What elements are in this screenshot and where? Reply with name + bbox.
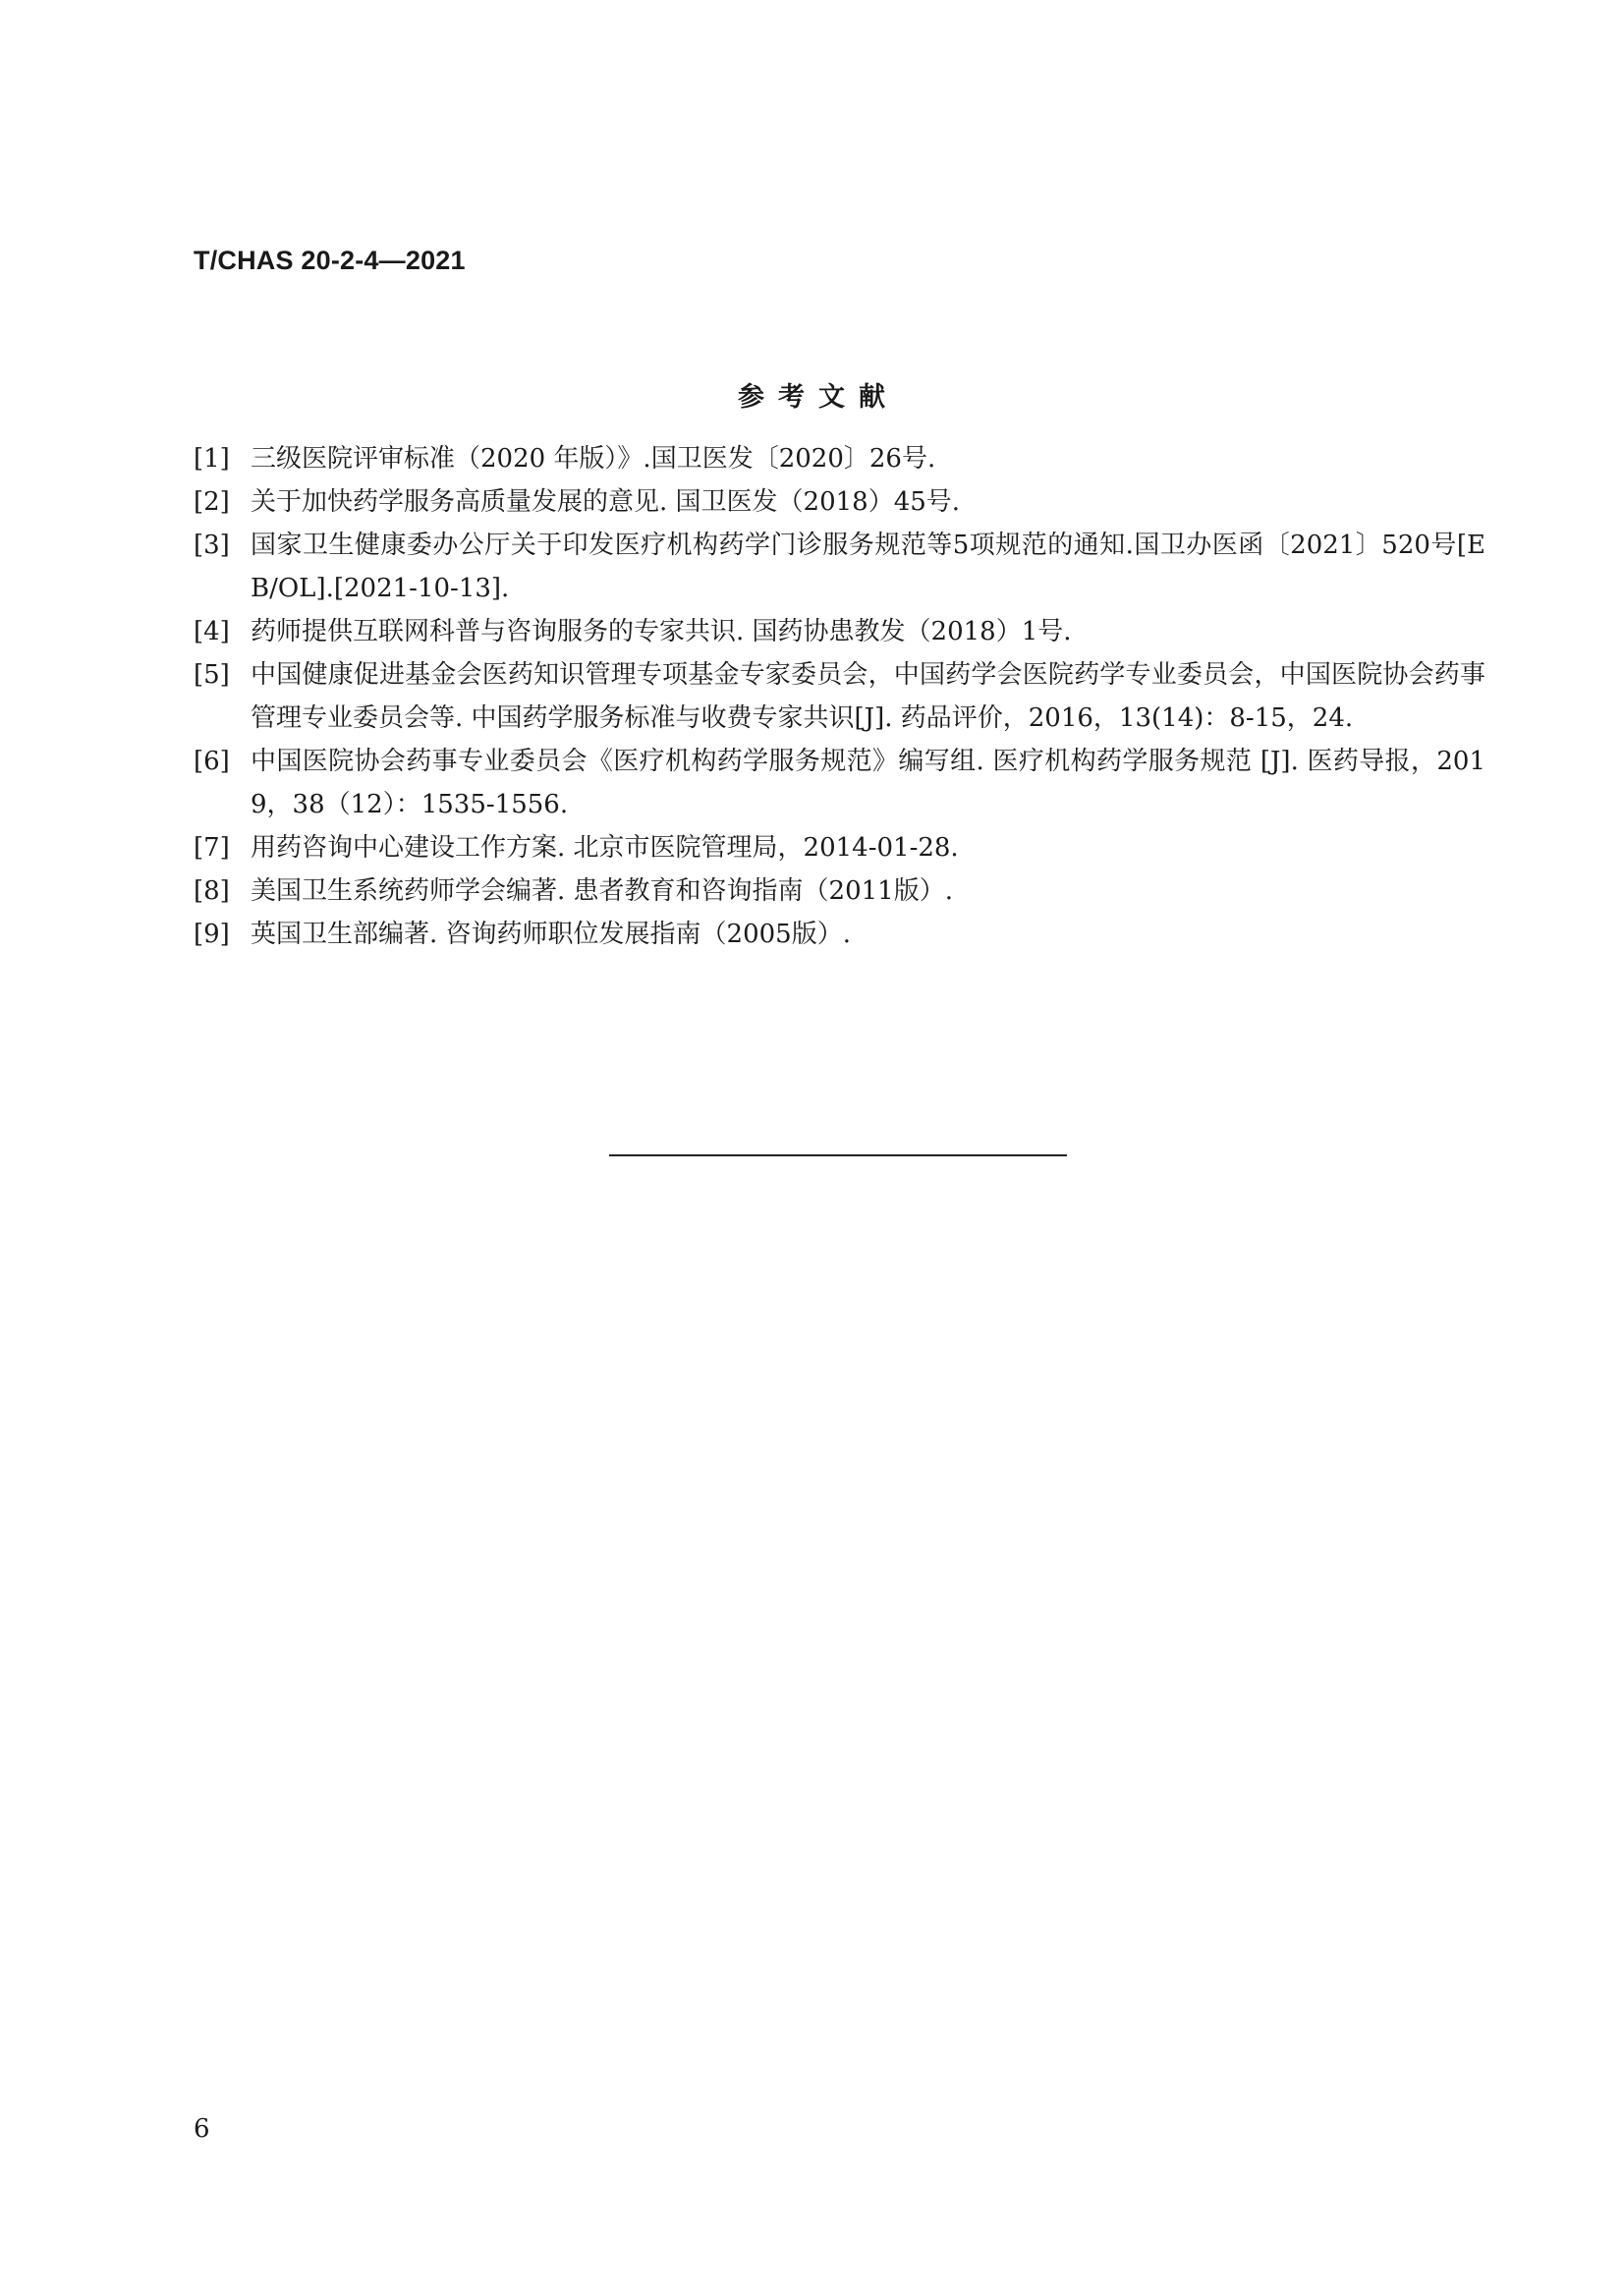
page-number: 6	[194, 2114, 210, 2144]
reference-number: [6]	[194, 747, 230, 776]
reference-item	[194, 524, 1485, 610]
reference-text: 美国卫生系统药师学会编著. 患者教育和咨询指南（2011版）.	[251, 876, 953, 906]
reference-text: 中国医院协会药事专业委员会《医疗机构药学服务规范》编写组. 医疗机构药学服务规范 [J]. 医药导报，2019，38（12）：1535-1556.	[251, 747, 1485, 819]
reference-item	[194, 869, 1485, 913]
reference-text: 三级医院评审标准（2020 年版）》.国卫医发〔2020〕26号.	[251, 444, 936, 474]
reference-text: 国家卫生健康委办公厅关于印发医疗机构药学门诊服务规范等5项规范的通知.国卫办医函〔2021〕520号[EB/OL].[2021-10-13].	[251, 531, 1485, 603]
reference-number: [8]	[194, 876, 230, 906]
reference-text: 英国卫生部编著. 咨询药师职位发展指南（2005版）.	[251, 920, 851, 949]
reference-item	[194, 437, 1485, 480]
reference-number: [2]	[194, 487, 230, 517]
reference-number: [9]	[194, 920, 230, 949]
reference-item	[194, 826, 1485, 869]
reference-item	[194, 653, 1485, 740]
reference-list	[194, 437, 1485, 956]
section-title: 参考文献	[738, 382, 899, 413]
reference-text: 用药咨询中心建设工作方案. 北京市医院管理局，2014-01-28.	[251, 833, 959, 863]
standard-number: T/CHAS 20-2-4—2021	[194, 246, 466, 275]
reference-number: [4]	[194, 617, 230, 646]
reference-item	[194, 913, 1485, 956]
reference-number: [7]	[194, 833, 230, 863]
reference-item	[194, 610, 1485, 653]
reference-number: [5]	[194, 660, 230, 690]
reference-text: 关于加快药学服务高质量发展的意见. 国卫医发（2018）45号.	[251, 487, 961, 517]
end-of-document-rule	[609, 1154, 1067, 1156]
reference-text: 药师提供互联网科普与咨询服务的专家共识. 国药协患教发（2018）1号.	[251, 617, 1072, 646]
reference-item	[194, 480, 1485, 524]
reference-item	[194, 740, 1485, 826]
reference-number: [3]	[194, 531, 230, 560]
reference-text: 中国健康促进基金会医药知识管理专项基金专家委员会，中国药学会医院药学专业委员会，中国医院协会药事管理专业委员会等. 中国药学服务标准与收费专家共识[J]. 药品评价，2016，13(14)：8-15，24.	[251, 660, 1485, 733]
reference-number: [1]	[194, 444, 230, 474]
